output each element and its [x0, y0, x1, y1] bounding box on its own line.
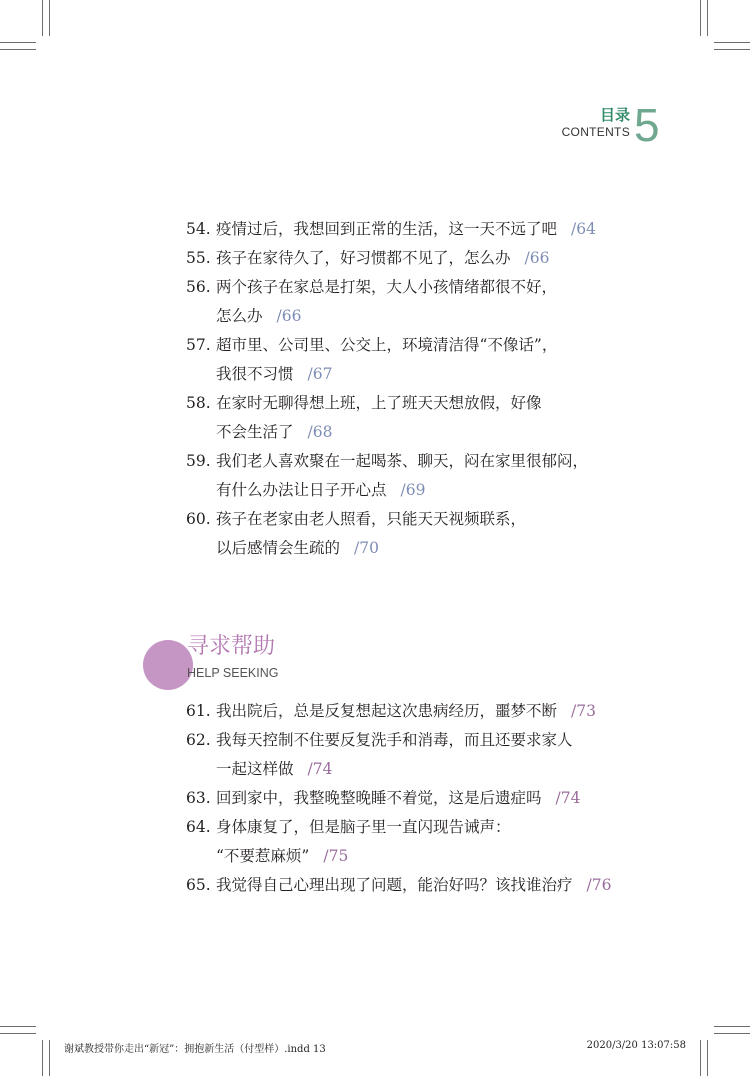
entry-title: 我们老人喜欢聚在一起喝茶、聊天，闷在家里很郁闷， — [216, 452, 589, 470]
crop-mark — [42, 1040, 43, 1076]
entry-page: /68 — [307, 423, 333, 441]
contents-header — [561, 99, 660, 151]
entry-page: /73 — [571, 702, 596, 720]
entry-title-continued: 我很不习惯 — [216, 365, 294, 383]
toc-entry[interactable] — [186, 871, 646, 900]
entry-number: 60. — [186, 510, 211, 528]
entry-page: /66 — [276, 307, 302, 325]
section-title: 寻求帮助 — [187, 634, 276, 659]
page-number: 5 — [634, 99, 660, 151]
entry-page: /66 — [524, 249, 550, 267]
crop-mark — [49, 1040, 50, 1076]
crop-mark — [714, 1026, 750, 1027]
entry-title: 两个孩子在家总是打架，大人小孩情绪都很不好， — [216, 278, 558, 296]
entry-title: 孩子在老家由老人照看，只能天天视频联系， — [216, 510, 527, 528]
toc-entry[interactable] — [186, 505, 646, 563]
toc-entry[interactable] — [186, 389, 646, 447]
crop-mark — [0, 49, 36, 50]
entry-number: 57. — [186, 336, 211, 354]
crop-mark — [700, 0, 701, 36]
entry-title-continued: 怎么办 — [216, 307, 263, 325]
toc-entry[interactable] — [186, 244, 646, 273]
toc-entry[interactable] — [186, 784, 646, 813]
toc-entry[interactable] — [186, 813, 646, 871]
entry-page: /64 — [571, 220, 596, 238]
entry-page: /74 — [307, 760, 333, 778]
contents-title: 目录 — [599, 106, 630, 124]
entry-title: 我每天控制不住要反复洗手和消毒，而且还要求家人 — [216, 731, 573, 749]
toc-entry[interactable] — [186, 697, 646, 726]
crop-mark — [707, 0, 708, 36]
entry-page: /70 — [354, 539, 379, 557]
entry-title: 超市里、公司里、公交上，环境清洁得“不像话”， — [216, 336, 558, 354]
crop-mark — [714, 49, 750, 50]
entry-title: 疫情过后，我想回到正常的生活，这一天不远了吧 — [216, 220, 558, 238]
entry-number: 59. — [186, 452, 211, 470]
section-subtitle: HELP SEEKING — [187, 666, 279, 680]
entry-title-continued: “不要惹麻烦” — [216, 847, 310, 865]
crop-mark — [700, 1040, 701, 1076]
entry-number: 62. — [186, 731, 211, 749]
entry-title: 我出院后，总是反复想起这次患病经历，噩梦不断 — [216, 702, 558, 720]
contents-subtitle: CONTENTS — [561, 125, 630, 139]
entry-page: /69 — [400, 481, 426, 499]
footer-timestamp: 2020/3/20 13:07:58 — [586, 1040, 686, 1051]
entry-number: 55. — [186, 249, 211, 267]
crop-mark — [714, 42, 750, 43]
toc-entry[interactable] — [186, 215, 646, 244]
entry-title-continued: 以后感情会生疏的 — [216, 539, 341, 557]
crop-mark — [0, 1026, 36, 1027]
footer-file-name: 谢斌教授带你走出“新冠”：拥抱新生活（付型样）.indd 13 — [64, 1044, 326, 1055]
crop-mark — [0, 42, 36, 43]
crop-mark — [42, 0, 43, 36]
crop-mark — [0, 1033, 36, 1034]
entry-number: 65. — [186, 876, 211, 894]
crop-mark — [714, 1033, 750, 1034]
entry-title: 身体康复了，但是脑子里一直闪现告诫声： — [216, 818, 511, 836]
toc-entry[interactable] — [186, 331, 646, 389]
crop-mark — [707, 1040, 708, 1076]
entry-title-continued: 有什么办法让日子开心点 — [216, 481, 387, 499]
entry-page: /75 — [323, 847, 349, 865]
entry-title-continued: 一起这样做 — [216, 760, 294, 778]
entry-number: 64. — [186, 818, 211, 836]
toc-list — [186, 215, 646, 563]
entry-page: /67 — [307, 365, 333, 383]
entry-title-continued: 不会生活了 — [216, 423, 294, 441]
entry-title: 我觉得自己心理出现了问题，能治好吗？该找谁治疗 — [216, 876, 573, 894]
toc-entry[interactable] — [186, 447, 646, 505]
entry-title: 孩子在家待久了，好习惯都不见了，怎么办 — [216, 249, 511, 267]
toc-entry[interactable] — [186, 726, 646, 784]
toc-list — [186, 697, 646, 900]
entry-number: 54. — [186, 220, 211, 238]
toc-entry[interactable] — [186, 273, 646, 331]
entry-title: 回到家中，我整晚整晚睡不着觉，这是后遗症吗 — [216, 789, 542, 807]
entry-number: 58. — [186, 394, 211, 412]
section-circle-icon — [143, 640, 193, 690]
crop-mark — [49, 0, 50, 36]
entry-number: 63. — [186, 789, 211, 807]
entry-title: 在家时无聊得想上班，上了班天天想放假，好像 — [216, 394, 542, 412]
entry-page: /76 — [586, 876, 612, 894]
entry-number: 61. — [186, 702, 211, 720]
entry-number: 56. — [186, 278, 211, 296]
entry-page: /74 — [555, 789, 581, 807]
